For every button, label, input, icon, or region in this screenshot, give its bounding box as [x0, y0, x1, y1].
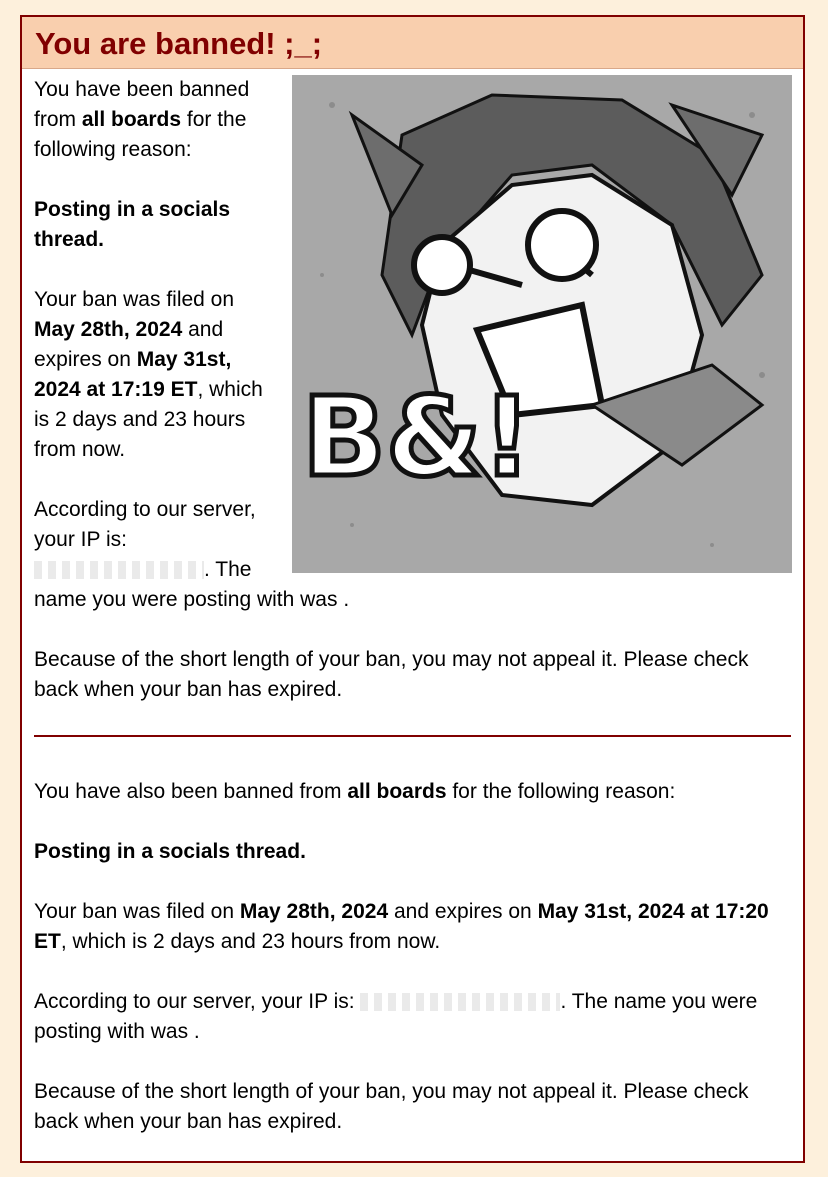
ban-intro-text-end: for the following reason:: [446, 780, 676, 803]
expires-remaining: , which is 2 days and 23 hours from now.: [34, 378, 263, 461]
banned-symbol-text: B&!: [302, 373, 532, 501]
filed-label: Your ban was filed on: [34, 900, 240, 923]
ban-scope: all boards: [81, 108, 182, 131]
ban-intro-text-end: for the following reason:: [34, 108, 247, 161]
posting-name-info: . The name you were posting with was .: [34, 990, 758, 1043]
filed-label: Your ban was filed on: [34, 288, 235, 311]
expires-date: May 31st, 2024 at 17:19 ET: [34, 348, 232, 401]
filed-date: May 28th, 2024: [239, 900, 389, 923]
expires-label: and expires on: [34, 318, 224, 371]
filed-date: May 28th, 2024: [34, 318, 183, 341]
posting-name-info: . The name you were posting with was .: [34, 558, 350, 611]
ban-intro: [34, 777, 791, 807]
banned-illustration-image: [292, 75, 792, 573]
expires-remaining: , which is 2 days and 23 hours from now.: [60, 930, 441, 953]
ban-intro-text: You have also been banned from: [34, 780, 348, 803]
ban-scope: all boards: [347, 780, 447, 803]
ban-title: You are banned! ;_;: [22, 17, 803, 69]
ban-reason-text: Posting in a socials thread.: [34, 840, 306, 863]
ban-notice-2: [34, 777, 791, 1137]
ip-label: According to our server, your IP is:: [34, 498, 256, 551]
expires-label: and expires on: [388, 900, 538, 923]
banned-girl-icon: [292, 75, 792, 573]
expires-date: May 31st, 2024 at 17:20 ET: [34, 900, 769, 953]
ban-reason: [34, 837, 791, 867]
ban-content: [22, 69, 803, 1137]
ban-appeal-info: Because of the short length of your ban, you may not appeal it. Please check back when your ban has expired.: [34, 1080, 749, 1133]
ban-ip-info: [34, 987, 791, 1047]
ban-dialog: [20, 15, 805, 1163]
ban-separator: [34, 735, 791, 737]
ip-label: According to our server, your IP is:: [34, 990, 361, 1013]
redacted-ip: [360, 993, 560, 1011]
ban-reason-text: Posting in a socials thread.: [34, 198, 231, 251]
ban-appeal-info: Because of the short length of your ban, you may not appeal it. Please check back when your ban has expired.: [34, 648, 749, 701]
redacted-ip: [34, 561, 204, 579]
ban-dates: [34, 897, 791, 957]
ban-intro-text: You have been banned from: [34, 78, 250, 131]
